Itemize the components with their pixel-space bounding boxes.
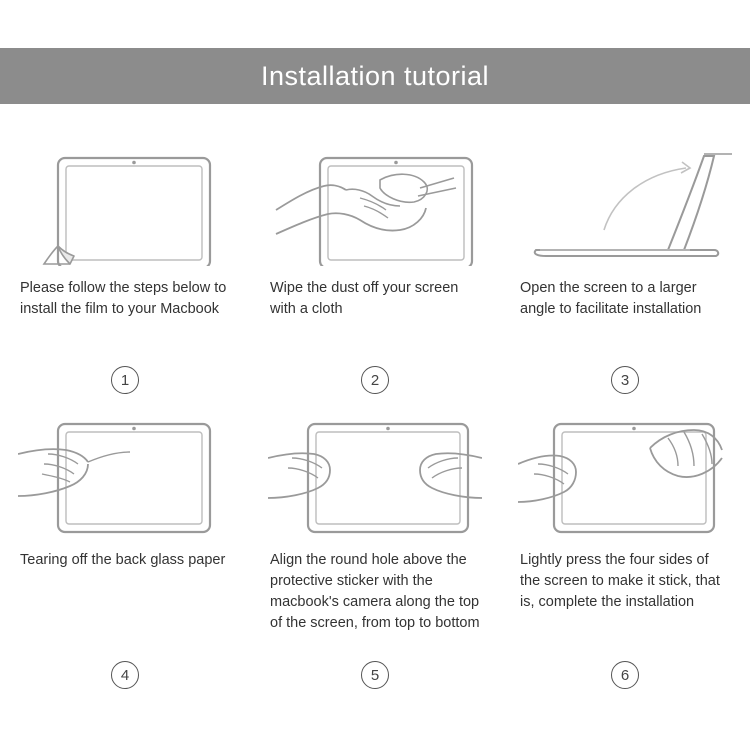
step-5-caption: Align the round hole above the protective sticker with the macbook's camera along the top of the screen, from top to bottom bbox=[270, 552, 480, 631]
step-number-badge: 5 bbox=[361, 661, 389, 689]
step-2-illustration bbox=[268, 138, 482, 266]
step-2-caption: Wipe the dust off your screen with a cloth bbox=[270, 280, 459, 317]
step-cell-4 bbox=[0, 400, 250, 695]
step-5-illustration bbox=[268, 410, 482, 538]
page-title: Installation tutorial bbox=[260, 60, 490, 91]
step-1-number-wrap bbox=[18, 366, 232, 400]
step-number-badge: 3 bbox=[611, 366, 639, 394]
step-cell-6 bbox=[500, 400, 750, 695]
step-2-number-wrap bbox=[268, 366, 482, 400]
step-5-number-wrap bbox=[268, 661, 482, 695]
step-3-caption: Open the screen to a larger angle to facilitate installation bbox=[520, 280, 702, 317]
step-3-number-wrap bbox=[518, 366, 732, 400]
step-6-caption: Lightly press the four sides of the screen to make it stick, that is, complete the installation bbox=[520, 552, 720, 610]
step-number-badge: 2 bbox=[361, 366, 389, 394]
step-number-badge: 6 bbox=[611, 661, 639, 689]
step-cell-2 bbox=[250, 128, 500, 400]
step-cell-3 bbox=[500, 128, 750, 400]
step-4-number-wrap bbox=[18, 661, 232, 695]
step-4-caption: Tearing off the back glass paper bbox=[20, 552, 226, 568]
header-banner bbox=[0, 48, 750, 104]
step-cell-1 bbox=[0, 128, 250, 400]
steps-row-1 bbox=[0, 128, 750, 400]
step-6-number-wrap bbox=[518, 661, 732, 695]
steps-row-2 bbox=[0, 400, 750, 695]
step-number-badge: 1 bbox=[111, 366, 139, 394]
step-6-illustration bbox=[518, 410, 732, 538]
step-cell-5 bbox=[250, 400, 500, 695]
step-1-caption: Please follow the steps below to install the film to your Macbook bbox=[20, 280, 227, 317]
step-3-illustration bbox=[518, 138, 732, 266]
step-1-illustration bbox=[18, 138, 232, 266]
step-number-badge: 4 bbox=[111, 661, 139, 689]
steps-grid bbox=[0, 128, 750, 695]
step-4-illustration bbox=[18, 410, 232, 538]
